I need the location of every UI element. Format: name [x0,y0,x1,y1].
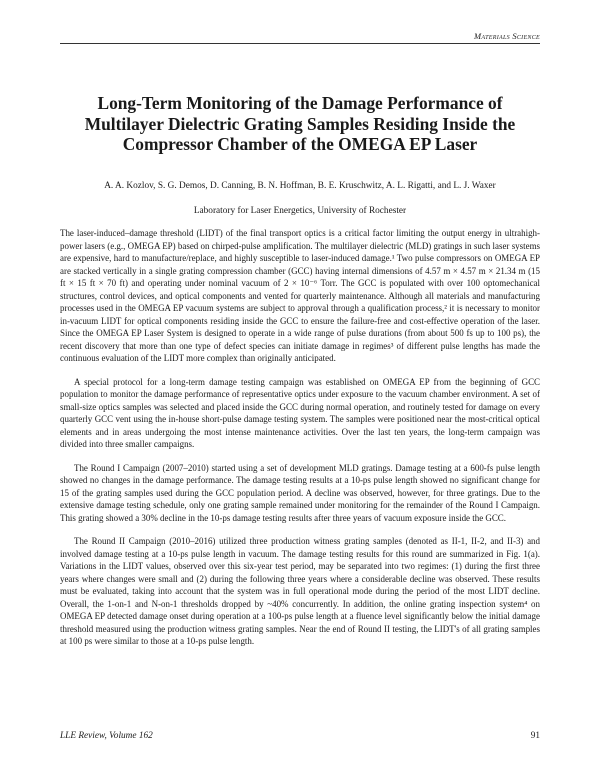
paragraph-2: A special protocol for a long-term damage testing campaign was established on OMEGA EP from the beginning of GCC population to monitor the damage performance of representative optics under exposure to the vacuum chamber environment. A set of small-size optics samples was selected and placed inside the GCC during normal operation, and routinely tested for damage on every quarterly GCC vent using the in-house short-pulse damage testing system. The samples were positioned near the most-critical optical elements and in areas undergoing the most intense maintenance activities. Over the last ten years, the long-term campaign was divided into three smaller campaigns. [60,376,540,449]
paragraph-4: The Round II Campaign (2010–2016) utilized three production witness grating samples (denoted as II-1, II-2, and II-3) and involved damage testing at a 10-ps pulse length in vacuum. The damage testing results for this round are summarized in Fig. 1(a). Variations in the LIDT values, observed over this six-year test period, may be separated into two regimes: (1) during the first three years where changes were small and (2) during the following three years where a considerable decline was observed. These results must be evaluated, taking into account that the system was in full operational mode during the period of the most LIDT decline. Overall, the 1-on-1 and N-on-1 thresholds dropped by ~40% concurrently. In addition, the online grating inspection system⁴ on OMEGA EP detected damage onset during operation at a 100-ps pulse length at a fluence level significantly below the initial damage threshold measured using the production witness grating samples. Near the end of Round II testing, the LIDT's of all grating samples at 100 ps were similar to those at a 10-ps pulse length. [60,536,540,646]
header-rule [60,43,540,44]
section-label: Materials Science [474,31,540,41]
paragraph-3: The Round I Campaign (2007–2010) started using a set of development MLD gratings. Damage testing at a 600-fs pulse length showed no changes in the damage performance. The damage testing results at a 10-ps pulse length showed no significant change for 15 of the grating samples used during the GCC population period. A decline was observed, however, for three gratings. Due to the extensive damage testing schedule, only one grating sample remained under monitoring for the remainder of the Round I Campaign. This grating showed a 30% decline in the 10-ps damage testing results after three years of vacuum exposure inside the GCC. [60,462,540,523]
affiliation: Laboratory for Laser Energetics, University of Rochester [193,206,407,216]
paragraph-1: The laser-induced–damage threshold (LIDT) of the final transport optics is a critical factor limiting the output energy in ultrahigh-power lasers (e.g., OMEGA EP) based on chirped-pulse amplification. The multilayer dielectric (MLD) gratings in such laser systems are expensive, hard to manufacture/replace, and highly susceptible to laser-induced damage.¹ Two pulse compressors on OMEGA EP are stacked vertically in a single grating compression chamber (GCC) having internal dimensions of 4.57 m × 4.57 m × 21.34 m (15 ft × 15 ft × 70 ft) and operating under nominal vacuum of 2 × 10⁻⁶ Torr. The GCC is populated with over 100 optomechanical structures, control devices, and optical components and vented for quarterly maintenance. Although all materials and manufacturing processes used in the OMEGA EP vacuum systems are subject to approval through a qualification process,² it is necessary to monitor in-vacuum LIDT for optical components residing inside the GCC to ensure the failure-free and cost-effective operation of the laser. Since the OMEGA EP Laser System is designed to operate in a wide range of pulse durations (from about 500 fs up to 100 ps), the recent discovery that more than one type of defect species can initiate damage in regimes³ of different pulse lengths has made the continuous evaluation of the LIDT more complex than originally anticipated. [60,228,540,363]
journal-footer: LLE Review, Volume 162 [60,731,153,741]
author-list: A. A. Kozlov, S. G. Demos, D. Canning, B. N. Hoffman, B. E. Kruschwitz, A. L. Rigatti, and L. J. Waxer [104,181,496,191]
article-title: Long-Term Monitoring of the Damage Performance of Multilayer Dielectric Grating Samples Residing Inside the Compressor Chamber of the OMEGA EP Laser [84,93,516,154]
article-body [60,227,540,659]
page-number: 91 [530,731,540,741]
